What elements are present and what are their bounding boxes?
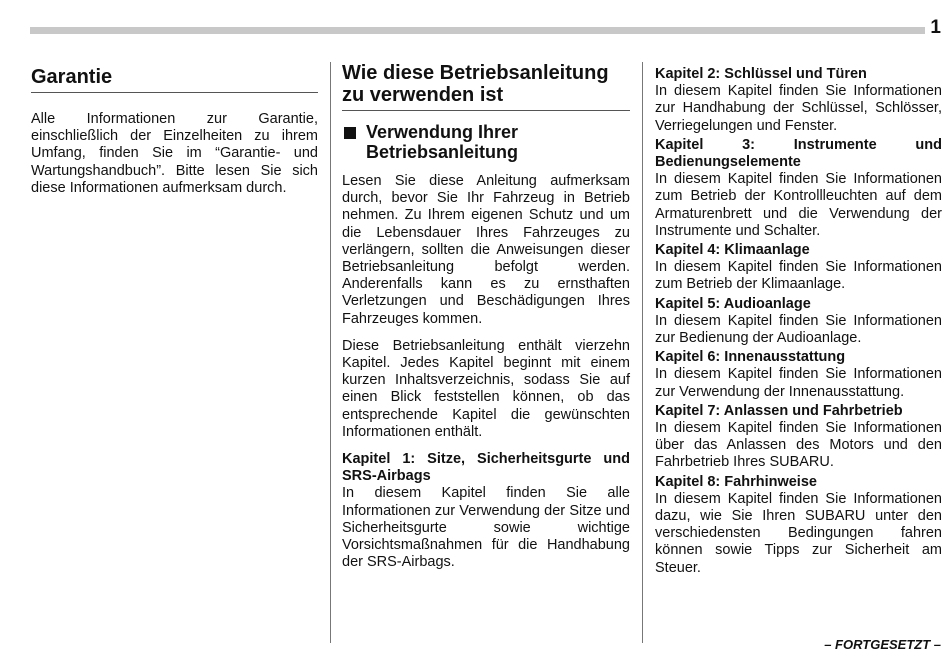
usage-subtitle-text: Verwendung Ihrer Betriebsanleitung xyxy=(366,122,519,162)
chapter-3-title: Kapitel 3: Instrumente und Bedienungselemente xyxy=(655,136,942,171)
usage-column xyxy=(342,62,630,571)
chapter-7-title: Kapitel 7: Anlassen und Fahrbetrieb xyxy=(655,402,903,419)
column-divider xyxy=(330,62,331,643)
garantie-title: Garantie xyxy=(31,62,318,93)
garantie-text: Alle Informationen zur Garantie, einschließlich der Einzelheiten zu ihrem Umfang, finden Sie im “Garantie- und Wartungshandbuch”. Bitte lesen Sie sich diese Informationen aufmerksam durch. xyxy=(31,111,318,196)
chapters-column xyxy=(655,62,942,577)
header-rule xyxy=(30,27,925,34)
continued-footer: – FORTGESETZT – xyxy=(824,637,941,652)
chapter-2-title: Kapitel 2: Schlüssel und Türen xyxy=(655,66,867,82)
usage-paragraph-2: Diese Betriebsanleitung enthält vierzehn Kapitel. Jedes Kapitel beginnt mit einem kurzen Inhaltsverzeichnis, sodass Sie auf einen Blick feststellen können, ob das entsprechende Kapitel die gewünschten Informationen enthält. xyxy=(342,337,630,440)
column-divider xyxy=(642,62,643,643)
usage-subtitle xyxy=(342,122,630,162)
chapter-5-title: Kapitel 5: Audioanlage xyxy=(655,295,811,312)
chapter-8-title: Kapitel 8: Fahrhinweise xyxy=(655,473,817,490)
garantie-column xyxy=(31,62,318,197)
usage-paragraph-1: Lesen Sie diese Anleitung aufmerksam durch, bevor Sie Ihr Fahrzeug in Betrieb nehmen. Zu Ihrem eigenen Schutz und um die Lebensdauer Ihres Fahrzeuges zu verlängern, sollten die Anweisungen dieser Betriebsanleitung befolgt werden. Anderenfalls kann es zu ernsthaften Verletzungen und Beschädigungen Ihres Fahrzeuges kommen. xyxy=(342,173,630,327)
square-bullet-icon xyxy=(344,127,356,139)
chapter-6-title: Kapitel 6: Innenausstattung xyxy=(655,349,846,366)
chapter-4-title: Kapitel 4: Klimaanlage xyxy=(655,242,810,259)
chapter-2-text: In diesem Kapitel finden Sie Informationen zur Handhabung der Schlüssel, Schlösser, Verriegelungen und Fenster. xyxy=(655,83,942,134)
chapter-1-title: Kapitel 1: Sitze, Sicherheitsgurte und SRS-Airbags xyxy=(342,451,630,485)
chapter-4-text: In diesem Kapitel finden Sie Informationen zum Betrieb der Klimaanlage. xyxy=(655,259,942,293)
chapter-3-text: In diesem Kapitel finden Sie Informationen zum Betrieb der Kontrollleuchten auf dem Armaturenbrett und die Verwendung der Instrumente und Schalter. xyxy=(655,171,942,239)
chapter-6-text: In diesem Kapitel finden Sie Informationen zur Verwendung der Innenausstattung. xyxy=(655,366,942,400)
page-number: 1 xyxy=(930,17,941,38)
usage-title: Wie diese Betriebsanleitung zu verwenden ist xyxy=(342,62,630,111)
chapter-1-text: In diesem Kapitel finden Sie alle Informationen zur Verwendung der Sitze und Sicherheitsgurte sowie wichtige Vorsichtsmaßnahmen für die Handhabung der SRS-Airbags. xyxy=(342,485,630,571)
chapter-8-text: In diesem Kapitel finden Sie Informationen dazu, wie Sie Ihren SUBARU unter den verschiedensten Bedingungen fahren können sowie Tipps zur Sicherheit am Steuer. xyxy=(655,490,942,576)
chapter-7-text: In diesem Kapitel finden Sie Informationen über das Anlassen des Motors und den Fahrbetrieb Ihres SUBARU. xyxy=(655,420,942,471)
chapter-5-text: In diesem Kapitel finden Sie Informationen zur Bedienung der Audioanlage. xyxy=(655,312,942,347)
